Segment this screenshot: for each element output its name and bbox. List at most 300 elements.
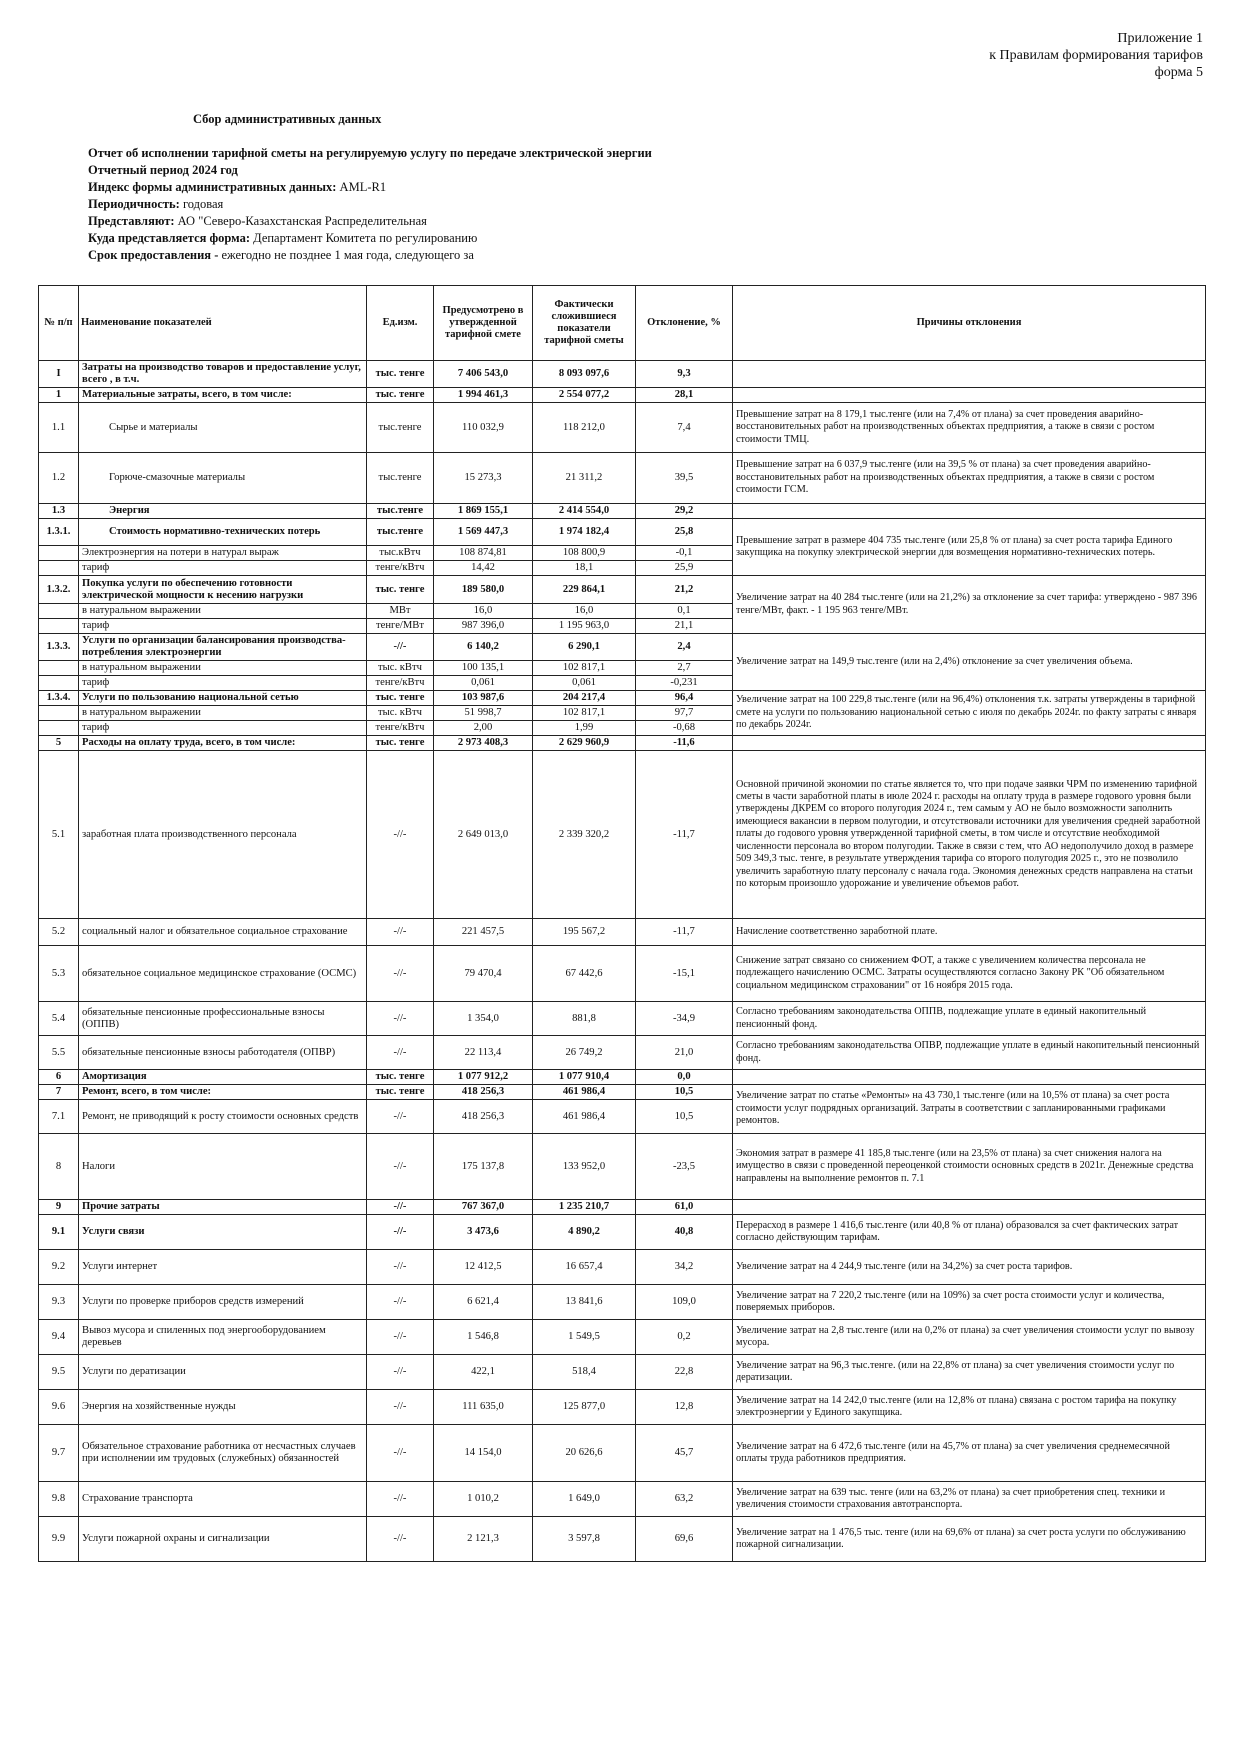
row-reason: Увеличение затрат на 2,8 тыс.тенге (или на 0,2% от плана) за счет увеличения стоимости услуг по вывозу мусора. bbox=[733, 1320, 1206, 1355]
row-name: Прочие затраты bbox=[79, 1200, 367, 1215]
row-deviation: 96,4 bbox=[636, 691, 733, 706]
table-row bbox=[39, 1036, 1206, 1070]
row-actual: 13 841,6 bbox=[533, 1285, 636, 1320]
row-planned: 422,1 bbox=[434, 1355, 533, 1390]
row-deviation: 25,8 bbox=[636, 519, 733, 546]
row-unit: тыс. тенге bbox=[367, 736, 434, 751]
row-deviation: 97,7 bbox=[636, 706, 733, 721]
row-deviation: 39,5 bbox=[636, 453, 733, 504]
row-number: 5 bbox=[39, 736, 79, 751]
row-number: 5.3 bbox=[39, 946, 79, 1002]
row-deviation: 25,9 bbox=[636, 561, 733, 576]
table-row bbox=[39, 751, 1206, 919]
table-row bbox=[39, 1134, 1206, 1200]
row-number: 9.2 bbox=[39, 1250, 79, 1285]
row-reason bbox=[733, 736, 1206, 751]
row-name: Ремонт, всего, в том числе: bbox=[79, 1085, 367, 1100]
tariff-table bbox=[38, 285, 1206, 1562]
report-header bbox=[88, 145, 652, 264]
row-unit: -//- bbox=[367, 1390, 434, 1425]
table-row bbox=[39, 403, 1206, 453]
row-number: 1.3.3. bbox=[39, 634, 79, 661]
row-unit: -//- bbox=[367, 634, 434, 661]
row-reason bbox=[733, 361, 1206, 388]
row-planned: 6 621,4 bbox=[434, 1285, 533, 1320]
table-row bbox=[39, 691, 1206, 706]
deadline-label: Срок предоставления - bbox=[88, 248, 219, 262]
header-actual: Фактически сложившиеся показатели тарифной сметы bbox=[533, 286, 636, 361]
row-planned: 103 987,6 bbox=[434, 691, 533, 706]
row-unit: тыс. тенге bbox=[367, 388, 434, 403]
row-deviation: 0,0 bbox=[636, 1070, 733, 1085]
row-number: 1.2 bbox=[39, 453, 79, 504]
row-unit: -//- bbox=[367, 919, 434, 946]
row-number: 5.1 bbox=[39, 751, 79, 919]
row-deviation: -34,9 bbox=[636, 1002, 733, 1036]
row-actual: 133 952,0 bbox=[533, 1134, 636, 1200]
header-num: № п/п bbox=[39, 286, 79, 361]
row-unit: -//- bbox=[367, 1134, 434, 1200]
index-label: Индекс формы административных данных: bbox=[88, 180, 337, 194]
row-number: 1.1 bbox=[39, 403, 79, 453]
row-planned: 2 649 013,0 bbox=[434, 751, 533, 919]
row-unit: тенге/кВтч bbox=[367, 676, 434, 691]
row-planned: 221 457,5 bbox=[434, 919, 533, 946]
row-number: 6 bbox=[39, 1070, 79, 1085]
row-name: Услуги по пользованию национальной сетью bbox=[79, 691, 367, 706]
row-deviation: 61,0 bbox=[636, 1200, 733, 1215]
header-deviation: Отклонение, % bbox=[636, 286, 733, 361]
row-reason: Увеличение затрат на 4 244,9 тыс.тенге (или на 34,2%) за счет роста тарифов. bbox=[733, 1250, 1206, 1285]
row-number bbox=[39, 546, 79, 561]
table-row bbox=[39, 1425, 1206, 1482]
row-unit: тыс.тенге bbox=[367, 504, 434, 519]
row-name: Ремонт, не приводящий к росту стоимости основных средств bbox=[79, 1100, 367, 1134]
collect-title: Сбор административных данных bbox=[193, 112, 382, 126]
table-row bbox=[39, 1320, 1206, 1355]
row-planned: 3 473,6 bbox=[434, 1215, 533, 1250]
deadline-value: ежегодно не позднее 1 мая года, следующего за bbox=[221, 248, 474, 262]
row-number: 1.3.1. bbox=[39, 519, 79, 546]
row-unit: тенге/кВтч bbox=[367, 561, 434, 576]
row-deviation: -0,1 bbox=[636, 546, 733, 561]
row-name: Услуги связи bbox=[79, 1215, 367, 1250]
recipient-label: Куда представляется форма: bbox=[88, 231, 251, 245]
header-name: Наименование показателей bbox=[79, 286, 367, 361]
appendix-line: к Правилам формирования тарифов bbox=[989, 48, 1203, 63]
row-number: 9.3 bbox=[39, 1285, 79, 1320]
row-planned: 189 580,0 bbox=[434, 576, 533, 604]
row-reason: Увеличение затрат по статье «Ремонты» на 43 730,1 тыс.тенге (или на 10,5% от плана) за счет роста стоимости услуг подрядных организаций. Затраты в соответствии с запланированными графиками ремонтов. bbox=[733, 1085, 1206, 1134]
table-header-row bbox=[39, 286, 1206, 361]
appendix-line: Приложение 1 bbox=[1117, 31, 1203, 46]
row-number: 9.6 bbox=[39, 1390, 79, 1425]
row-deviation: 10,5 bbox=[636, 1085, 733, 1100]
row-actual: 881,8 bbox=[533, 1002, 636, 1036]
table-row bbox=[39, 388, 1206, 403]
table-row bbox=[39, 1200, 1206, 1215]
table-row bbox=[39, 1085, 1206, 1100]
row-name: в натуральном выражении bbox=[79, 661, 367, 676]
table-row bbox=[39, 1002, 1206, 1036]
row-unit: -//- bbox=[367, 1482, 434, 1517]
row-name: Услуги по проверке приборов средств измерений bbox=[79, 1285, 367, 1320]
appendix-line: форма 5 bbox=[1154, 65, 1203, 80]
row-reason bbox=[733, 1200, 1206, 1215]
row-number: 1.3.4. bbox=[39, 691, 79, 706]
frequency-label: Периодичность: bbox=[88, 197, 180, 211]
row-unit: тенге/кВтч bbox=[367, 721, 434, 736]
row-planned: 418 256,3 bbox=[434, 1085, 533, 1100]
row-deviation: -23,5 bbox=[636, 1134, 733, 1200]
row-planned: 110 032,9 bbox=[434, 403, 533, 453]
row-planned: 1 546,8 bbox=[434, 1320, 533, 1355]
row-actual: 1 235 210,7 bbox=[533, 1200, 636, 1215]
row-name: в натуральном выражении bbox=[79, 604, 367, 619]
row-planned: 1 869 155,1 bbox=[434, 504, 533, 519]
row-deviation: 21,1 bbox=[636, 619, 733, 634]
row-name: тариф bbox=[79, 561, 367, 576]
row-name: Стоимость нормативно-технических потерь bbox=[79, 519, 367, 546]
row-unit: тыс. тенге bbox=[367, 1085, 434, 1100]
header-reasons: Причины отклонения bbox=[733, 286, 1206, 361]
row-planned: 987 396,0 bbox=[434, 619, 533, 634]
row-planned: 6 140,2 bbox=[434, 634, 533, 661]
row-deviation: 29,2 bbox=[636, 504, 733, 519]
row-unit: -//- bbox=[367, 1517, 434, 1562]
row-deviation: 0,1 bbox=[636, 604, 733, 619]
row-number: 9.9 bbox=[39, 1517, 79, 1562]
row-deviation: 21,2 bbox=[636, 576, 733, 604]
row-reason bbox=[733, 388, 1206, 403]
row-actual: 102 817,1 bbox=[533, 706, 636, 721]
row-unit: -//- bbox=[367, 1425, 434, 1482]
row-actual: 204 217,4 bbox=[533, 691, 636, 706]
row-actual: 1 649,0 bbox=[533, 1482, 636, 1517]
row-name: Затраты на производство товаров и предоставление услуг, всего , в т.ч. bbox=[79, 361, 367, 388]
row-actual: 3 597,8 bbox=[533, 1517, 636, 1562]
row-name: тариф bbox=[79, 619, 367, 634]
row-deviation: 2,4 bbox=[636, 634, 733, 661]
row-name: Материальные затраты, всего, в том числе: bbox=[79, 388, 367, 403]
row-actual: 1 549,5 bbox=[533, 1320, 636, 1355]
row-deviation: 28,1 bbox=[636, 388, 733, 403]
header-unit: Ед.изм. bbox=[367, 286, 434, 361]
row-actual: 1,99 bbox=[533, 721, 636, 736]
table-row bbox=[39, 1070, 1206, 1085]
row-name: Энергия на хозяйственные нужды bbox=[79, 1390, 367, 1425]
row-planned: 175 137,8 bbox=[434, 1134, 533, 1200]
row-number: 9 bbox=[39, 1200, 79, 1215]
row-reason bbox=[733, 504, 1206, 519]
row-name: Услуги по дератизации bbox=[79, 1355, 367, 1390]
row-number: 9.4 bbox=[39, 1320, 79, 1355]
row-deviation: 12,8 bbox=[636, 1390, 733, 1425]
table-row bbox=[39, 453, 1206, 504]
row-deviation: 10,5 bbox=[636, 1100, 733, 1134]
row-unit: тыс. тенге bbox=[367, 576, 434, 604]
row-planned: 12 412,5 bbox=[434, 1250, 533, 1285]
row-number: 9.1 bbox=[39, 1215, 79, 1250]
table-row bbox=[39, 1215, 1206, 1250]
row-reason: Перерасход в размере 1 416,6 тыс.тенге (или 40,8 % от плана) образовался за счет фактических затрат согласно действующим тарифам. bbox=[733, 1215, 1206, 1250]
submitter-label: Представляют: bbox=[88, 214, 175, 228]
row-unit: -//- bbox=[367, 946, 434, 1002]
row-deviation: 34,2 bbox=[636, 1250, 733, 1285]
table-row bbox=[39, 1517, 1206, 1562]
table-row bbox=[39, 1482, 1206, 1517]
row-deviation: -11,7 bbox=[636, 919, 733, 946]
row-actual: 0,061 bbox=[533, 676, 636, 691]
row-unit: -//- bbox=[367, 1250, 434, 1285]
row-unit: тыс.тенге bbox=[367, 453, 434, 504]
row-name: Услуги по организации балансирования производства-потребления электроэнергии bbox=[79, 634, 367, 661]
row-unit: тыс.тенге bbox=[367, 403, 434, 453]
report-period: Отчетный период 2024 год bbox=[88, 163, 238, 177]
row-planned: 2 973 408,3 bbox=[434, 736, 533, 751]
table-row bbox=[39, 1390, 1206, 1425]
row-unit: -//- bbox=[367, 751, 434, 919]
row-actual: 1 077 910,4 bbox=[533, 1070, 636, 1085]
table-row bbox=[39, 361, 1206, 388]
row-unit: тыс. тенге bbox=[367, 1070, 434, 1085]
row-actual: 16,0 bbox=[533, 604, 636, 619]
row-unit: тенге/МВт bbox=[367, 619, 434, 634]
row-number bbox=[39, 604, 79, 619]
row-name: Услуги интернет bbox=[79, 1250, 367, 1285]
row-unit: тыс. тенге bbox=[367, 361, 434, 388]
row-name: Амортизация bbox=[79, 1070, 367, 1085]
table-row bbox=[39, 576, 1206, 604]
table-row bbox=[39, 946, 1206, 1002]
row-reason: Превышение затрат в размере 404 735 тыс.тенге (или 25,8 % от плана) за счет роста тарифа Единого закупщика на покупку электрической энергии для возмещения нормативно-технических потерь. bbox=[733, 519, 1206, 576]
row-planned: 111 635,0 bbox=[434, 1390, 533, 1425]
row-planned: 1 354,0 bbox=[434, 1002, 533, 1036]
report-title: Отчет об исполнении тарифной сметы на регулируемую услугу по передаче электрической энергии bbox=[88, 146, 652, 160]
row-actual: 461 986,4 bbox=[533, 1085, 636, 1100]
row-planned: 100 135,1 bbox=[434, 661, 533, 676]
row-unit: тыс.кВтч bbox=[367, 546, 434, 561]
row-actual: 1 195 963,0 bbox=[533, 619, 636, 634]
row-deviation: 22,8 bbox=[636, 1355, 733, 1390]
row-deviation: 45,7 bbox=[636, 1425, 733, 1482]
row-name: Сырье и материалы bbox=[79, 403, 367, 453]
row-name: обязательные пенсионные профессиональные взносы (ОППВ) bbox=[79, 1002, 367, 1036]
table-body bbox=[39, 361, 1206, 1562]
row-number: 7 bbox=[39, 1085, 79, 1100]
row-actual: 6 290,1 bbox=[533, 634, 636, 661]
row-deviation: 21,0 bbox=[636, 1036, 733, 1070]
row-number: 1.3 bbox=[39, 504, 79, 519]
row-reason: Снижение затрат связано со снижением ФОТ, а также с увеличением количества персонала не подлежащего начислению ОСМС. Затраты осуществляются согласно Закону РК "Об обязательном социальном медицинском страховании" от 16 ноября 2015 года. bbox=[733, 946, 1206, 1002]
row-planned: 1 010,2 bbox=[434, 1482, 533, 1517]
row-number: 1 bbox=[39, 388, 79, 403]
table-row bbox=[39, 634, 1206, 661]
row-unit: -//- bbox=[367, 1320, 434, 1355]
row-number bbox=[39, 676, 79, 691]
row-actual: 229 864,1 bbox=[533, 576, 636, 604]
row-name: в натуральном выражении bbox=[79, 706, 367, 721]
row-unit: -//- bbox=[367, 1200, 434, 1215]
row-name: обязательные пенсионные взносы работодателя (ОПВР) bbox=[79, 1036, 367, 1070]
row-number: 5.4 bbox=[39, 1002, 79, 1036]
row-planned: 1 569 447,3 bbox=[434, 519, 533, 546]
row-number: 7.1 bbox=[39, 1100, 79, 1134]
row-actual: 102 817,1 bbox=[533, 661, 636, 676]
index-value: AML-R1 bbox=[339, 180, 387, 194]
row-reason: Увеличение затрат на 96,3 тыс.тенге. (или на 22,8% от плана) за счет увеличения стоимости услуг по дератизации. bbox=[733, 1355, 1206, 1390]
row-actual: 26 749,2 bbox=[533, 1036, 636, 1070]
row-deviation: 109,0 bbox=[636, 1285, 733, 1320]
row-deviation: 2,7 bbox=[636, 661, 733, 676]
row-deviation: 7,4 bbox=[636, 403, 733, 453]
table-row bbox=[39, 736, 1206, 751]
row-name: социальный налог и обязательное социальное страхование bbox=[79, 919, 367, 946]
row-actual: 461 986,4 bbox=[533, 1100, 636, 1134]
row-planned: 1 994 461,3 bbox=[434, 388, 533, 403]
row-unit: тыс. кВтч bbox=[367, 661, 434, 676]
row-name: Вывоз мусора и спиленных под энергооборудованием деревьев bbox=[79, 1320, 367, 1355]
row-reason: Согласно требованиям законодательства ОППВ, подлежащие уплате в единый накопительный пенсионный фонд. bbox=[733, 1002, 1206, 1036]
table-row bbox=[39, 504, 1206, 519]
row-number bbox=[39, 706, 79, 721]
row-actual: 2 414 554,0 bbox=[533, 504, 636, 519]
appendix-block bbox=[989, 30, 1203, 81]
row-actual: 18,1 bbox=[533, 561, 636, 576]
row-name: Расходы на оплату труда, всего, в том числе: bbox=[79, 736, 367, 751]
row-actual: 125 877,0 bbox=[533, 1390, 636, 1425]
row-actual: 16 657,4 bbox=[533, 1250, 636, 1285]
row-name: Обязательное страхование работника от несчастных случаев при исполнении им трудовых (служебных) обязанностей bbox=[79, 1425, 367, 1482]
row-name: тариф bbox=[79, 721, 367, 736]
row-number: 9.8 bbox=[39, 1482, 79, 1517]
row-planned: 51 998,7 bbox=[434, 706, 533, 721]
row-deviation: 40,8 bbox=[636, 1215, 733, 1250]
row-reason: Увеличение затрат на 6 472,6 тыс.тенге (или на 45,7% от плана) за счет увеличения среднемесячной оплаты труда работников предприятия. bbox=[733, 1425, 1206, 1482]
row-name: заработная плата производственного персонала bbox=[79, 751, 367, 919]
row-unit: -//- bbox=[367, 1002, 434, 1036]
table-row bbox=[39, 919, 1206, 946]
row-planned: 15 273,3 bbox=[434, 453, 533, 504]
row-reason: Увеличение затрат на 14 242,0 тыс.тенге (или на 12,8% от плана) связана с ростом тарифа на покупку электроэнергии у Единого закупщика. bbox=[733, 1390, 1206, 1425]
row-planned: 22 113,4 bbox=[434, 1036, 533, 1070]
row-deviation: -0,231 bbox=[636, 676, 733, 691]
row-planned: 14 154,0 bbox=[434, 1425, 533, 1482]
row-number bbox=[39, 561, 79, 576]
row-actual: 518,4 bbox=[533, 1355, 636, 1390]
row-name: тариф bbox=[79, 676, 367, 691]
row-planned: 0,061 bbox=[434, 676, 533, 691]
row-deviation: -15,1 bbox=[636, 946, 733, 1002]
row-name: Горюче-смазочные материалы bbox=[79, 453, 367, 504]
row-name: Энергия bbox=[79, 504, 367, 519]
row-reason: Основной причиной экономии по статье является то, что при подаче заявки ЧРМ по изменению тарифной сметы в части заработной платы в июле 2024 г. расходы на оплату труда в размере годового уровня были утверждены ДКРЕМ со второго полугодия 2024 г., тем самым у АО не было возможности заполнить имеющиеся вакансии в первом полугодии, и отсутствовали источники для увеличения средней заработной платы до годового уровня утвержденной тарифной сметы, в том числе и отсутствие необходимой численности персонала во втором полугодии. Также в связи с тем, что АО недополучило доход в размере 509 349,3 тыс. тенге, в результате утверждения тарифа со второго полугодия 2025 г., это не позволило увеличить заработную плату персоналу с начала года. Экономия денежных средств направлена на статьи по которым произошло удорожание и увеличение объемов работ. bbox=[733, 751, 1206, 919]
row-actual: 20 626,6 bbox=[533, 1425, 636, 1482]
row-planned: 2 121,3 bbox=[434, 1517, 533, 1562]
row-deviation: 69,6 bbox=[636, 1517, 733, 1562]
row-reason: Превышение затрат на 6 037,9 тыс.тенге (или на 39,5 % от плана) за счет проведения аварийно-восстановительных работ на производственных объектах предприятия, а также в связи с ростом стоимости ГСМ. bbox=[733, 453, 1206, 504]
row-unit: -//- bbox=[367, 1100, 434, 1134]
row-planned: 7 406 543,0 bbox=[434, 361, 533, 388]
row-unit: -//- bbox=[367, 1036, 434, 1070]
row-unit: тыс.тенге bbox=[367, 519, 434, 546]
row-name: Налоги bbox=[79, 1134, 367, 1200]
row-reason: Увеличение затрат на 100 229,8 тыс.тенге (или на 96,4%) отклонения т.к. затраты утверждены в тарифной смете на услуги по пользованию национальной сетью с июля по декабрь 2024г. по факту затраты с января по декабрь 2024г. bbox=[733, 691, 1206, 736]
row-name: обязательное социальное медицинское страхование (ОСМС) bbox=[79, 946, 367, 1002]
row-actual: 2 629 960,9 bbox=[533, 736, 636, 751]
row-actual: 2 339 320,2 bbox=[533, 751, 636, 919]
row-number: 1.3.2. bbox=[39, 576, 79, 604]
table-row bbox=[39, 1285, 1206, 1320]
row-reason: Согласно требованиям законодательства ОПВР, подлежащие уплате в единый накопительный пенсионный фонд. bbox=[733, 1036, 1206, 1070]
row-name: Страхование транспорта bbox=[79, 1482, 367, 1517]
row-unit: -//- bbox=[367, 1285, 434, 1320]
row-number bbox=[39, 619, 79, 634]
row-planned: 14,42 bbox=[434, 561, 533, 576]
row-reason: Увеличение затрат на 40 284 тыс.тенге (или на 21,2%) за отклонение за счет тарифа: утверждено - 987 396 тенге/МВт, факт. - 1 195 963 тенге/МВт. bbox=[733, 576, 1206, 634]
row-deviation: 9,3 bbox=[636, 361, 733, 388]
submitter-value: АО "Северо-Казахстанская Распределительная bbox=[177, 214, 427, 228]
row-actual: 4 890,2 bbox=[533, 1215, 636, 1250]
row-reason: Превышение затрат на 8 179,1 тыс.тенге (или на 7,4% от плана) за счет проведения аварийно-восстановительных работ на производственных объектах предприятия, а также в связи с ростом стоимости ТМЦ. bbox=[733, 403, 1206, 453]
row-name: Услуги пожарной охраны и сигнализации bbox=[79, 1517, 367, 1562]
row-planned: 1 077 912,2 bbox=[434, 1070, 533, 1085]
row-reason: Увеличение затрат на 7 220,2 тыс.тенге (или на 109%) за счет роста стоимости услуг и количества, поверяемых приборов. bbox=[733, 1285, 1206, 1320]
row-unit: -//- bbox=[367, 1215, 434, 1250]
row-reason: Начисление соответственно заработной плате. bbox=[733, 919, 1206, 946]
row-reason: Увеличение затрат на 1 476,5 тыс. тенге (или на 69,6% от плана) за счет роста услуги по обслуживанию пожарной сигнализации. bbox=[733, 1517, 1206, 1562]
row-actual: 118 212,0 bbox=[533, 403, 636, 453]
row-number: 9.7 bbox=[39, 1425, 79, 1482]
row-actual: 1 974 182,4 bbox=[533, 519, 636, 546]
row-number: 9.5 bbox=[39, 1355, 79, 1390]
row-number: 5.2 bbox=[39, 919, 79, 946]
row-actual: 21 311,2 bbox=[533, 453, 636, 504]
row-number: 8 bbox=[39, 1134, 79, 1200]
row-planned: 108 874,81 bbox=[434, 546, 533, 561]
row-deviation: -11,7 bbox=[636, 751, 733, 919]
table-row bbox=[39, 1355, 1206, 1390]
recipient-value: Департамент Комитета по регулированию bbox=[253, 231, 478, 245]
table-row bbox=[39, 519, 1206, 546]
row-number: I bbox=[39, 361, 79, 388]
row-deviation: -11,6 bbox=[636, 736, 733, 751]
row-actual: 195 567,2 bbox=[533, 919, 636, 946]
row-actual: 108 800,9 bbox=[533, 546, 636, 561]
row-actual: 67 442,6 bbox=[533, 946, 636, 1002]
row-reason: Увеличение затрат на 639 тыс. тенге (или на 63,2% от плана) за счет приобретения спец. техники и увеличения стоимости страхования автотранспорта. bbox=[733, 1482, 1206, 1517]
row-reason bbox=[733, 1070, 1206, 1085]
row-planned: 418 256,3 bbox=[434, 1100, 533, 1134]
row-number bbox=[39, 661, 79, 676]
row-actual: 8 093 097,6 bbox=[533, 361, 636, 388]
row-planned: 2,00 bbox=[434, 721, 533, 736]
row-planned: 16,0 bbox=[434, 604, 533, 619]
row-actual: 2 554 077,2 bbox=[533, 388, 636, 403]
row-unit: тыс. тенге bbox=[367, 691, 434, 706]
row-deviation: 0,2 bbox=[636, 1320, 733, 1355]
row-deviation: -0,68 bbox=[636, 721, 733, 736]
row-number: 5.5 bbox=[39, 1036, 79, 1070]
row-planned: 79 470,4 bbox=[434, 946, 533, 1002]
row-unit: МВт bbox=[367, 604, 434, 619]
row-unit: -//- bbox=[367, 1355, 434, 1390]
row-number bbox=[39, 721, 79, 736]
row-name: Покупка услуги по обеспечению готовности электрической мощности к несению нагрузки bbox=[79, 576, 367, 604]
table-row bbox=[39, 1250, 1206, 1285]
row-name: Электроэнергия на потери в натурал выраж bbox=[79, 546, 367, 561]
header-planned: Предусмотрено в утвержденной тарифной смете bbox=[434, 286, 533, 361]
